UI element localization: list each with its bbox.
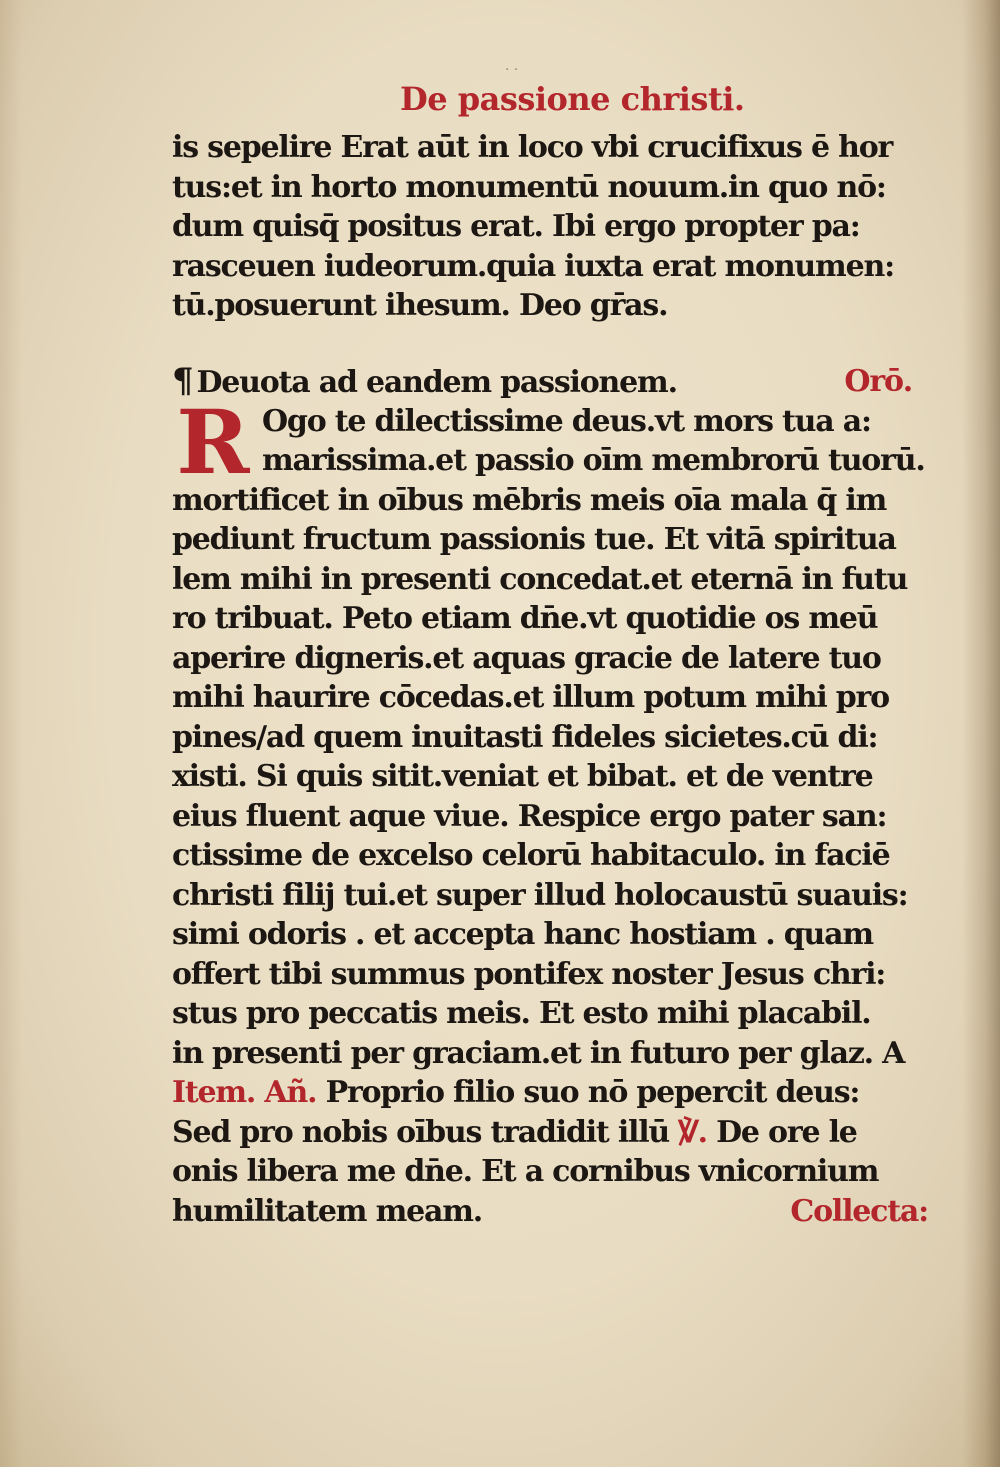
text-line: marissima.et passio oīm membrorū tuorū. <box>262 443 925 478</box>
text-line: is sepelire Erat aūt in loco vbi crucifixus ē hor <box>172 130 893 165</box>
page-gutter-shadow <box>0 0 22 1467</box>
text-line: ctissime de excelso celorū habitaculo. in faciē <box>172 838 890 873</box>
running-title: De passione christi. <box>400 80 745 118</box>
antiphon-line <box>172 1073 932 1113</box>
text-line: stus pro peccatis meis. Et esto mihi placabil. <box>172 996 871 1031</box>
closing-text: humilitatem meam. <box>172 1193 483 1229</box>
antiphon-text: Proprio filio suo nō pepercit deus: <box>325 1075 860 1110</box>
versicle-line <box>172 1113 932 1153</box>
pilcrow-mark: ¶ <box>172 362 193 401</box>
text-line: simi odoris . et accepta hanc hostiam . quam <box>172 917 873 952</box>
text-line: xisti. Si quis sitit.veniat et bibat. et de ventre <box>172 759 873 794</box>
initial-paragraph <box>172 389 932 494</box>
text-line: christi filij tui.et super illud holocaustū suauis: <box>172 877 908 913</box>
folio-mark: · · <box>505 62 519 78</box>
item-antiphon-label: Item. Añ. <box>172 1075 317 1110</box>
text-line: ro tribuat. Peto etiam dn̄e.vt quotidie os meū <box>172 601 878 636</box>
prayer-heading: Deuota ad eandem passionem. <box>196 365 677 400</box>
antiphon-text: Sed pro nobis oībus tradidit illū <box>172 1114 670 1150</box>
text-line: pines/ad quem inuitasti fideles sicietes.cū di: <box>172 719 878 755</box>
text-line: tū.posuerunt ihesum. Deo gr̄as. <box>172 288 668 323</box>
prayer-heading-line <box>172 362 932 402</box>
text-line: rasceuen iudeorum.quia iuxta erat monumen: <box>172 248 894 284</box>
closing-line <box>172 1192 932 1232</box>
text-line: onis libera me dn̄e. Et a cornibus vnicornium <box>172 1154 879 1189</box>
text-line: in presenti per graciam.et in futuro per glaz. A <box>172 1035 905 1071</box>
text-line: tus:et in horto monumentū nouum.in quo nō: <box>172 169 886 205</box>
red-initial-letter: R <box>176 389 250 494</box>
text-line: offert tibi summus pontifex noster Jesus chri: <box>172 956 886 992</box>
text-line: lem mihi in presenti concedat.et eternā in futu <box>172 561 908 597</box>
text-line: Ogo te dilectissime deus.vt mors tua a: <box>262 403 871 439</box>
versicle-mark: ℣. <box>678 1114 707 1150</box>
top-text-block <box>172 128 932 326</box>
text-line: eius fluent aque viue. Respice ergo pater san: <box>172 798 887 834</box>
text-line: aperire digneris.et aquas gracie de latere tuo <box>172 640 881 676</box>
page-edge-shadow <box>962 0 1000 1467</box>
collecta-label: Collecta: <box>790 1193 928 1229</box>
text-line: dum quisq̄ positus erat. Ibi ergo propter pa: <box>172 209 860 244</box>
prayer-block <box>172 362 932 1231</box>
text-line: pediunt fructum passionis tue. Et vitā spiritua <box>172 522 896 557</box>
text-line: mortificet in oībus mēbris meis oīa mala q̄ im <box>172 482 887 518</box>
oratio-label: Orō. <box>844 364 912 399</box>
versicle-text: De ore le <box>716 1114 857 1150</box>
text-line: mihi haurire cōcedas.et illum potum mihi pro <box>172 680 889 715</box>
